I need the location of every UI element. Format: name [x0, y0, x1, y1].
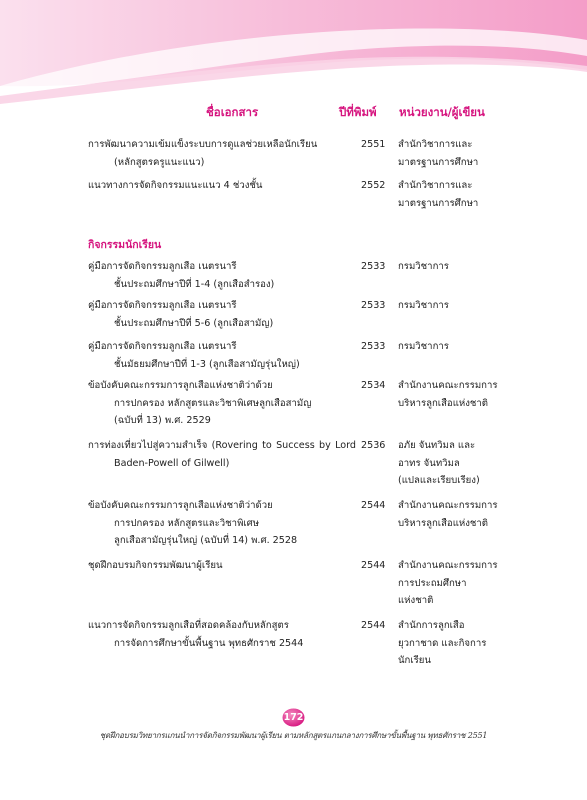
document-title: ข้อบังคับคณะกรรมการลูกเสือแห่งชาติว่าด้วย การปกครอง หลักสูตรและวิชาพิเศษ ลูกเสือสามัญรุ่นใหญ่ (ฉบับที่ 14) พ.ศ. 2528 — [88, 500, 298, 546]
column-header-title: ชื่อเอกสาร — [206, 105, 259, 119]
author: สำนักการลูกเสือ ยุวกาชาด และกิจการ นักเรียน — [398, 620, 487, 666]
document-title: ชุดฝึกอบรมกิจกรรมพัฒนาผู้เรียน — [88, 560, 223, 571]
author: สำนักงานคณะกรรมการ บริหารลูกเสือแห่งชาติ — [398, 380, 498, 409]
author: สำนักงานคณะกรรมการ การประถมศึกษา แห่งชาติ — [398, 560, 498, 606]
publish-year: 2533 — [361, 261, 386, 272]
document-title: คู่มือการจัดกิจกรรมลูกเสือ เนตรนารี ชั้นประถมศึกษาปีที่ 5-6 (ลูกเสือสามัญ) — [88, 300, 274, 329]
publish-year: 2544 — [361, 500, 386, 511]
author: สำนักวิชาการและ มาตรฐานการศึกษา — [398, 180, 479, 209]
document-title: แนวการจัดกิจกรรมลูกเสือที่สอดคล้องกับหลักสูตร การจัดการศึกษาขั้นพื้นฐาน พุทธศักราช 2544 — [88, 620, 304, 649]
author: กรมวิชาการ — [398, 341, 449, 352]
document-title: คู่มือการจัดกิจกรรมลูกเสือ เนตรนารี ชั้นประถมศึกษาปีที่ 1-4 (ลูกเสือสำรอง) — [88, 261, 275, 290]
column-header-year: ปีที่พิมพ์ — [339, 105, 377, 119]
header-decoration — [0, 0, 587, 120]
document-title: แนวทางการจัดกิจกรรมแนะแนว 4 ช่วงชั้น — [88, 180, 263, 191]
author: กรมวิชาการ — [398, 300, 449, 311]
author: สำนักวิชาการและ มาตรฐานการศึกษา — [398, 139, 479, 168]
document-title: ข้อบังคับคณะกรรมการลูกเสือแห่งชาติว่าด้วย การปกครอง หลักสูตรและวิชาพิเศษลูกเสือสามัญ (ฉบับที่ 13) พ.ศ. 2529 — [88, 380, 312, 426]
page-number: 172 — [283, 712, 304, 723]
document-title: การพัฒนาความเข้มแข็งระบบการดูแลช่วยเหลือนักเรียน (หลักสูตรครูแนะแนว) — [88, 139, 318, 168]
publish-year: 2534 — [361, 380, 386, 391]
publish-year: 2533 — [361, 300, 386, 311]
document-title: คู่มือการจัดกิจกรรมลูกเสือ เนตรนารี ชั้นมัธยมศึกษาปีที่ 1-3 (ลูกเสือสามัญรุ่นใหญ่) — [88, 341, 300, 370]
document-title: การท่องเที่ยวไปสู่ความสำเร็จ (Rovering to Success by Lord Baden-Powell of Gilwell) — [88, 440, 356, 469]
section-title: กิจกรรมนักเรียน — [88, 239, 162, 251]
publish-year: 2551 — [361, 139, 386, 150]
column-header-author: หน่วยงาน/ผู้เขียน — [399, 105, 485, 119]
page-footer: ชุดฝึกอบรมวิทยากรแกนนำการจัดกิจกรรมพัฒนาผู้เรียน ตามหลักสูตรแกนกลางการศึกษาขั้นพื้นฐาน พุทธศักราช 2551 — [99, 731, 488, 740]
publish-year: 2544 — [361, 620, 386, 631]
author: อภัย จันทวิมล และ อาทร จันทวิมล (แปลและเรียบเรียง) — [398, 440, 480, 486]
author: สำนักงานคณะกรรมการ บริหารลูกเสือแห่งชาติ — [398, 500, 498, 529]
publish-year: 2536 — [361, 440, 386, 451]
page-number-badge — [282, 708, 305, 727]
publish-year: 2533 — [361, 341, 386, 352]
publish-year: 2544 — [361, 560, 386, 571]
publish-year: 2552 — [361, 180, 386, 191]
author: กรมวิชาการ — [398, 261, 449, 272]
